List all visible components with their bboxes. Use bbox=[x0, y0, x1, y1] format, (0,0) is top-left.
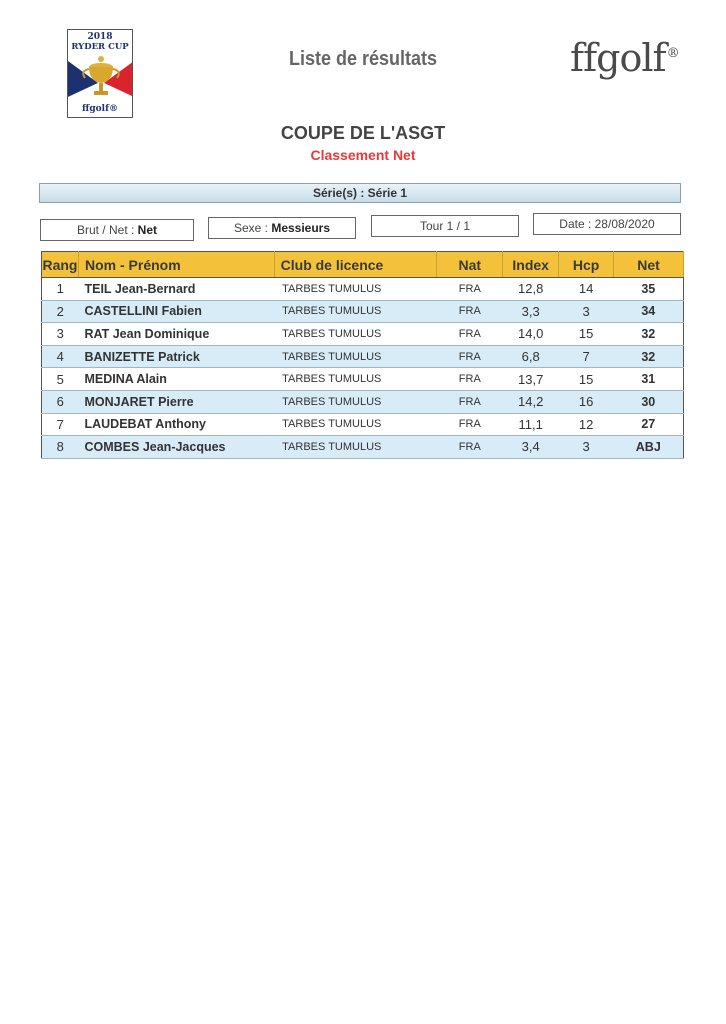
table-row bbox=[42, 300, 684, 323]
header-nat: Nat bbox=[437, 252, 503, 278]
cell-name: COMBES Jean-Jacques bbox=[78, 436, 274, 459]
table-row bbox=[42, 323, 684, 346]
cell-name: MEDINA Alain bbox=[78, 368, 274, 391]
cell-index: 14,0 bbox=[503, 323, 559, 346]
cell-rang: 7 bbox=[42, 413, 79, 436]
document-title: Liste de résultats bbox=[288, 48, 438, 70]
cell-hcp: 15 bbox=[559, 368, 614, 391]
competition-subtitle: Classement Net bbox=[310, 147, 416, 163]
table-row bbox=[42, 390, 684, 413]
competition-title: COUPE DE L'ASGT bbox=[280, 123, 446, 143]
cell-hcp: 15 bbox=[559, 323, 614, 346]
sexe-value: Messieurs bbox=[271, 221, 331, 235]
cell-index: 12,8 bbox=[503, 278, 559, 301]
sexe-box bbox=[208, 217, 356, 239]
cell-club: TARBES TUMULUS bbox=[274, 300, 437, 323]
table-header-row bbox=[42, 252, 684, 278]
header-net: Net bbox=[614, 252, 684, 278]
cell-rang: 1 bbox=[42, 278, 79, 301]
cell-club: TARBES TUMULUS bbox=[274, 345, 437, 368]
cell-club: TARBES TUMULUS bbox=[274, 323, 437, 346]
cell-name: CASTELLINI Fabien bbox=[78, 300, 274, 323]
ryder-cup-trophy-icon bbox=[68, 53, 133, 105]
cell-club: TARBES TUMULUS bbox=[274, 368, 437, 391]
cell-name: BANIZETTE Patrick bbox=[78, 345, 274, 368]
tour-value: Tour 1 / 1 bbox=[419, 219, 471, 233]
cell-name: TEIL Jean-Bernard bbox=[78, 278, 274, 301]
table-row bbox=[42, 436, 684, 459]
cell-rang: 5 bbox=[42, 368, 79, 391]
date-box bbox=[533, 213, 681, 235]
ryder-logo-brand: ffgolf® bbox=[82, 104, 118, 114]
cell-rang: 3 bbox=[42, 323, 79, 346]
cell-name: RAT Jean Dominique bbox=[78, 323, 274, 346]
brut-net-box bbox=[40, 219, 194, 241]
cell-nat: FRA bbox=[437, 436, 503, 459]
cell-nat: FRA bbox=[437, 278, 503, 301]
series-bar: Série(s) : Série 1 bbox=[39, 183, 681, 203]
cell-index: 14,2 bbox=[503, 390, 559, 413]
cell-index: 13,7 bbox=[503, 368, 559, 391]
ryder-cup-logo bbox=[67, 29, 133, 118]
brut-net-value: Net bbox=[137, 223, 158, 237]
cell-net: 30 bbox=[614, 390, 684, 413]
cell-index: 6,8 bbox=[503, 345, 559, 368]
sexe-label: Sexe : bbox=[233, 221, 268, 235]
cell-club: TARBES TUMULUS bbox=[274, 413, 437, 436]
cell-index: 3,3 bbox=[503, 300, 559, 323]
cell-rang: 8 bbox=[42, 436, 79, 459]
ffgolf-logo bbox=[570, 36, 679, 80]
header-hcp: Hcp bbox=[559, 252, 614, 278]
cell-rang: 4 bbox=[42, 345, 79, 368]
cell-hcp: 12 bbox=[559, 413, 614, 436]
header-name: Nom - Prénom bbox=[78, 252, 274, 278]
cell-name: MONJARET Pierre bbox=[78, 390, 274, 413]
cell-club: TARBES TUMULUS bbox=[274, 390, 437, 413]
cell-nat: FRA bbox=[437, 345, 503, 368]
cell-club: TARBES TUMULUS bbox=[274, 278, 437, 301]
table-row bbox=[42, 278, 684, 301]
cell-nat: FRA bbox=[437, 300, 503, 323]
tour-box bbox=[371, 215, 519, 237]
brut-net-label: Brut / Net : bbox=[76, 223, 135, 237]
ryder-logo-name: RYDER CUP bbox=[71, 42, 129, 52]
results-table bbox=[41, 251, 684, 459]
cell-rang: 2 bbox=[42, 300, 79, 323]
cell-net: 31 bbox=[614, 368, 684, 391]
cell-net: 32 bbox=[614, 323, 684, 346]
cell-net: 34 bbox=[614, 300, 684, 323]
table-row bbox=[42, 368, 684, 391]
cell-net: 32 bbox=[614, 345, 684, 368]
registered-mark: ® bbox=[666, 46, 679, 62]
cell-hcp: 7 bbox=[559, 345, 614, 368]
cell-nat: FRA bbox=[437, 323, 503, 346]
cell-index: 3,4 bbox=[503, 436, 559, 459]
cell-hcp: 14 bbox=[559, 278, 614, 301]
cell-net: ABJ bbox=[614, 436, 684, 459]
date-value: Date : 28/08/2020 bbox=[559, 217, 655, 231]
header-rang: Rang bbox=[42, 252, 79, 278]
cell-hcp: 16 bbox=[559, 390, 614, 413]
cell-nat: FRA bbox=[437, 390, 503, 413]
cell-hcp: 3 bbox=[559, 300, 614, 323]
cell-name: LAUDEBAT Anthony bbox=[78, 413, 274, 436]
cell-net: 35 bbox=[614, 278, 684, 301]
table-row bbox=[42, 345, 684, 368]
cell-nat: FRA bbox=[437, 368, 503, 391]
cell-hcp: 3 bbox=[559, 436, 614, 459]
cell-nat: FRA bbox=[437, 413, 503, 436]
header-index: Index bbox=[503, 252, 559, 278]
cell-rang: 6 bbox=[42, 390, 79, 413]
ryder-logo-year: 2018 bbox=[87, 32, 113, 42]
cell-club: TARBES TUMULUS bbox=[274, 436, 437, 459]
cell-index: 11,1 bbox=[503, 413, 559, 436]
header-club: Club de licence bbox=[274, 252, 437, 278]
cell-net: 27 bbox=[614, 413, 684, 436]
ffgolf-logo-text: ffgolf bbox=[570, 36, 666, 80]
table-row bbox=[42, 413, 684, 436]
